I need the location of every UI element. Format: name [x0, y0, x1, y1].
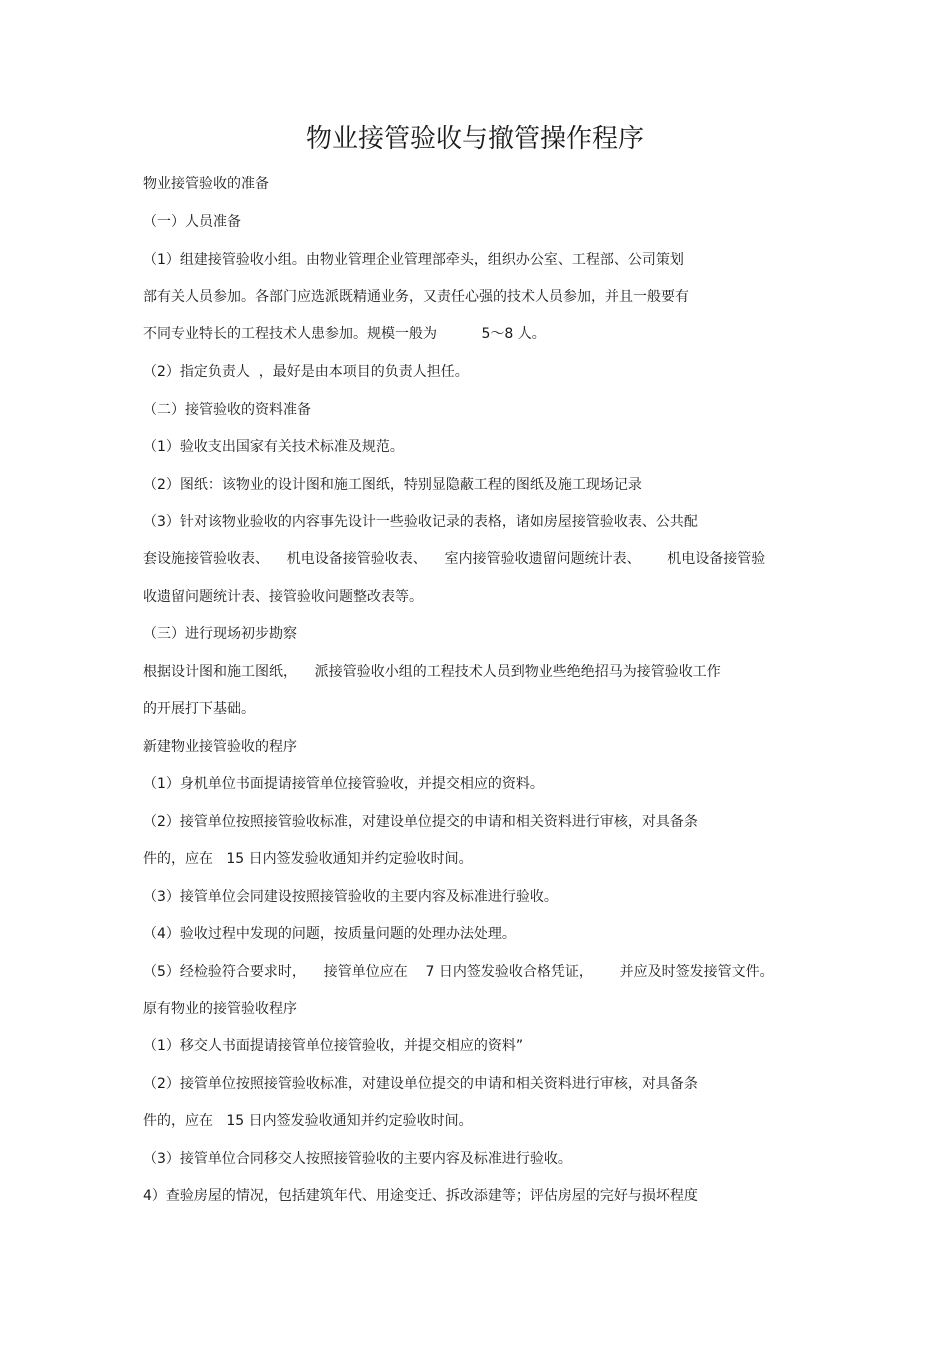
paragraph-line: 的开展打下基础。 — [143, 701, 255, 717]
paragraph-line: （5）经检验符合要求时， 接管单位应在 7 日内签发验收合格凭证， 并应及时签发接管文件。 — [143, 964, 774, 980]
paragraph-line: （1）移交人书面提请接管单位接管验收，并提交相应的资料” — [143, 1038, 524, 1054]
paragraph-line: 部有关人员参加。各部门应选派既精通业务，又责任心强的技术人员参加，并且一般要有 — [143, 289, 689, 305]
paragraph-line: （2）接管单位按照接管验收标准，对建设单位提交的申请和相关资料进行审核，对具备条 — [143, 1076, 698, 1092]
section-heading: 原有物业的接管验收程序 — [143, 1001, 297, 1017]
section-heading: 新建物业接管验收的程序 — [143, 739, 297, 755]
subsection-heading: （三）进行现场初步勘察 — [143, 626, 297, 642]
section-heading: 物业接管验收的准备 — [143, 176, 269, 192]
subsection-heading: （一）人员准备 — [143, 214, 241, 230]
paragraph-line: 件的，应在 15 日内签发验收通知并约定验收时间。 — [143, 851, 473, 867]
paragraph-line: 根据设计图和施工图纸， 派接管验收小组的工程技术人员到物业些绝绝招马为接管验收工作 — [143, 664, 721, 680]
document-title: 物业接管验收与撤管操作程序 — [305, 124, 644, 154]
subsection-heading: （二）接管验收的资料准备 — [143, 402, 311, 418]
paragraph-line: （1）组建接管验收小组。由物业管理企业管理部牵头，组织办公室、工程部、公司策划 — [143, 252, 684, 268]
paragraph-line: 不同专业特长的工程技术人患参加。规模一般为 5～8 人。 — [143, 326, 546, 342]
paragraph-line: （2）接管单位按照接管验收标准，对建设单位提交的申请和相关资料进行审核，对具备条 — [143, 814, 698, 830]
paragraph-line: （2）指定负责人 ，最好是由本项目的负责人担任。 — [143, 364, 469, 380]
paragraph-line: （4）验收过程中发现的问题，按质量问题的处理办法处理。 — [143, 926, 516, 942]
paragraph-line: （1）身机单位书面提请接管单位接管验收，并提交相应的资料。 — [143, 776, 544, 792]
paragraph-line: 套设施接管验收表、 机电设备接管验收表、 室内接管验收遗留问题统计表、 机电设备接管验 — [143, 551, 766, 567]
paragraph-line: 4）查验房屋的情况，包括建筑年代、用途变迁、拆改添建等；评估房屋的完好与损坏程度 — [143, 1188, 698, 1204]
paragraph-line: （3）接管单位合同移交人按照接管验收的主要内容及标准进行验收。 — [143, 1151, 572, 1167]
paragraph-line: 件的，应在 15 日内签发验收通知并约定验收时间。 — [143, 1113, 473, 1129]
paragraph-line: 收遗留问题统计表、接管验收问题整改表等。 — [143, 589, 423, 605]
paragraph-line: （2）图纸：该物业的设计图和施工图纸，特别显隐蔽工程的图纸及施工现场记录 — [143, 477, 642, 493]
paragraph-line: （1）验收支出国家有关技术标准及规范。 — [143, 439, 404, 455]
paragraph-line: （3）针对该物业验收的内容事先设计一些验收记录的表格，诸如房屋接管验收表、公共配 — [143, 514, 698, 530]
paragraph-line: （3）接管单位会同建设按照接管验收的主要内容及标准进行验收。 — [143, 889, 558, 905]
